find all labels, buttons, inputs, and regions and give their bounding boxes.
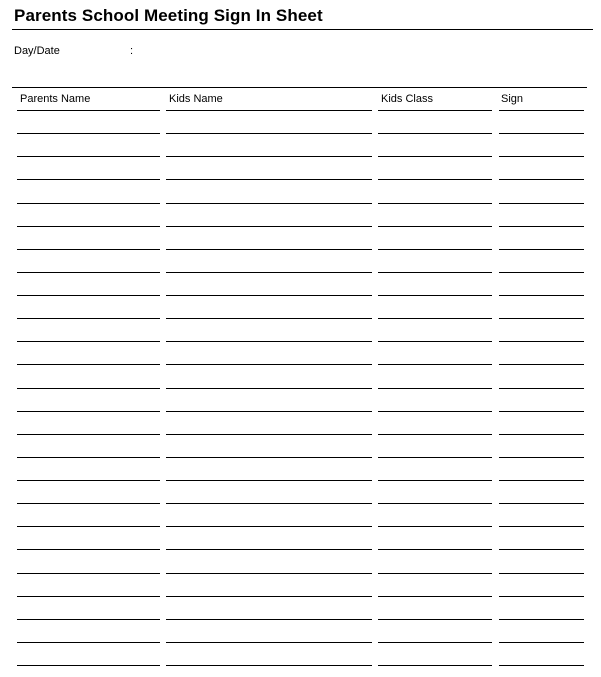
row-field-kids-class[interactable]: [378, 341, 492, 342]
row-field-kids-name[interactable]: [166, 388, 372, 389]
header-underline-parents-name: [17, 110, 160, 111]
row-field-kids-class[interactable]: [378, 156, 492, 157]
row-field-kids-class[interactable]: [378, 596, 492, 597]
row-field-parents-name[interactable]: [17, 573, 160, 574]
row-field-kids-class[interactable]: [378, 526, 492, 527]
row-field-sign[interactable]: [499, 411, 584, 412]
row-field-sign[interactable]: [499, 156, 584, 157]
row-field-kids-class[interactable]: [378, 226, 492, 227]
row-field-parents-name[interactable]: [17, 388, 160, 389]
row-field-kids-name[interactable]: [166, 480, 372, 481]
row-field-sign[interactable]: [499, 596, 584, 597]
row-field-sign[interactable]: [499, 549, 584, 550]
row-field-parents-name[interactable]: [17, 503, 160, 504]
row-field-kids-class[interactable]: [378, 179, 492, 180]
row-field-kids-name[interactable]: [166, 434, 372, 435]
row-field-kids-class[interactable]: [378, 364, 492, 365]
header-underline-kids-name: [166, 110, 372, 111]
column-header-sign: Sign: [501, 93, 524, 105]
row-field-kids-class[interactable]: [378, 434, 492, 435]
column-header-parents-name: Parents Name: [20, 93, 91, 105]
row-field-sign[interactable]: [499, 341, 584, 342]
row-field-kids-name[interactable]: [166, 226, 372, 227]
row-field-kids-class[interactable]: [378, 503, 492, 504]
row-field-parents-name[interactable]: [17, 549, 160, 550]
row-field-parents-name[interactable]: [17, 318, 160, 319]
row-field-sign[interactable]: [499, 133, 584, 134]
row-field-kids-name[interactable]: [166, 249, 372, 250]
row-field-sign[interactable]: [499, 272, 584, 273]
row-field-kids-class[interactable]: [378, 457, 492, 458]
row-field-parents-name[interactable]: [17, 596, 160, 597]
row-field-parents-name[interactable]: [17, 526, 160, 527]
row-field-kids-name[interactable]: [166, 573, 372, 574]
row-field-kids-name[interactable]: [166, 156, 372, 157]
row-field-sign[interactable]: [499, 642, 584, 643]
row-field-parents-name[interactable]: [17, 642, 160, 643]
row-field-kids-class[interactable]: [378, 249, 492, 250]
row-field-kids-class[interactable]: [378, 318, 492, 319]
row-field-sign[interactable]: [499, 318, 584, 319]
row-field-kids-name[interactable]: [166, 642, 372, 643]
row-field-kids-name[interactable]: [166, 665, 372, 666]
row-field-kids-class[interactable]: [378, 203, 492, 204]
row-field-parents-name[interactable]: [17, 665, 160, 666]
row-field-sign[interactable]: [499, 179, 584, 180]
row-field-kids-name[interactable]: [166, 549, 372, 550]
title-divider: [12, 29, 593, 30]
row-field-kids-name[interactable]: [166, 272, 372, 273]
row-field-kids-name[interactable]: [166, 596, 372, 597]
row-field-sign[interactable]: [499, 434, 584, 435]
row-field-parents-name[interactable]: [17, 434, 160, 435]
row-field-kids-class[interactable]: [378, 388, 492, 389]
row-field-sign[interactable]: [499, 364, 584, 365]
column-header-kids-name: Kids Name: [169, 93, 223, 105]
row-field-sign[interactable]: [499, 226, 584, 227]
row-field-parents-name[interactable]: [17, 203, 160, 204]
row-field-kids-class[interactable]: [378, 549, 492, 550]
row-field-kids-name[interactable]: [166, 318, 372, 319]
row-field-kids-class[interactable]: [378, 573, 492, 574]
day-date-separator: :: [130, 45, 134, 57]
row-field-kids-class[interactable]: [378, 665, 492, 666]
row-field-parents-name[interactable]: [17, 457, 160, 458]
row-field-kids-class[interactable]: [378, 133, 492, 134]
row-field-kids-name[interactable]: [166, 203, 372, 204]
row-field-parents-name[interactable]: [17, 364, 160, 365]
header-underline-sign: [499, 110, 584, 111]
row-field-kids-class[interactable]: [378, 295, 492, 296]
row-field-parents-name[interactable]: [17, 272, 160, 273]
row-field-sign[interactable]: [499, 619, 584, 620]
row-field-kids-name[interactable]: [166, 457, 372, 458]
header-underline-kids-class: [378, 110, 492, 111]
row-field-kids-name[interactable]: [166, 295, 372, 296]
row-field-kids-class[interactable]: [378, 272, 492, 273]
row-field-parents-name[interactable]: [17, 249, 160, 250]
table-top-divider: [12, 87, 587, 88]
page-title: Parents School Meeting Sign In Sheet: [14, 6, 323, 25]
row-field-parents-name[interactable]: [17, 341, 160, 342]
row-field-parents-name[interactable]: [17, 133, 160, 134]
row-field-parents-name[interactable]: [17, 226, 160, 227]
row-field-kids-name[interactable]: [166, 526, 372, 527]
row-field-sign[interactable]: [499, 295, 584, 296]
row-field-kids-name[interactable]: [166, 364, 372, 365]
row-field-kids-name[interactable]: [166, 503, 372, 504]
row-field-parents-name[interactable]: [17, 156, 160, 157]
row-field-kids-name[interactable]: [166, 619, 372, 620]
row-field-sign[interactable]: [499, 573, 584, 574]
row-field-sign[interactable]: [499, 480, 584, 481]
row-field-parents-name[interactable]: [17, 619, 160, 620]
row-field-kids-name[interactable]: [166, 341, 372, 342]
row-field-sign[interactable]: [499, 249, 584, 250]
row-field-parents-name[interactable]: [17, 480, 160, 481]
row-field-kids-class[interactable]: [378, 642, 492, 643]
row-field-sign[interactable]: [499, 457, 584, 458]
row-field-kids-class[interactable]: [378, 411, 492, 412]
column-header-kids-class: Kids Class: [381, 93, 433, 105]
row-field-sign[interactable]: [499, 526, 584, 527]
row-field-kids-class[interactable]: [378, 619, 492, 620]
row-field-kids-name[interactable]: [166, 411, 372, 412]
row-field-parents-name[interactable]: [17, 411, 160, 412]
row-field-kids-name[interactable]: [166, 179, 372, 180]
row-field-sign[interactable]: [499, 503, 584, 504]
row-field-kids-name[interactable]: [166, 133, 372, 134]
row-field-sign[interactable]: [499, 388, 584, 389]
row-field-parents-name[interactable]: [17, 295, 160, 296]
day-date-label: Day/Date: [14, 45, 60, 57]
row-field-parents-name[interactable]: [17, 179, 160, 180]
row-field-sign[interactable]: [499, 203, 584, 204]
row-field-kids-class[interactable]: [378, 480, 492, 481]
row-field-sign[interactable]: [499, 665, 584, 666]
